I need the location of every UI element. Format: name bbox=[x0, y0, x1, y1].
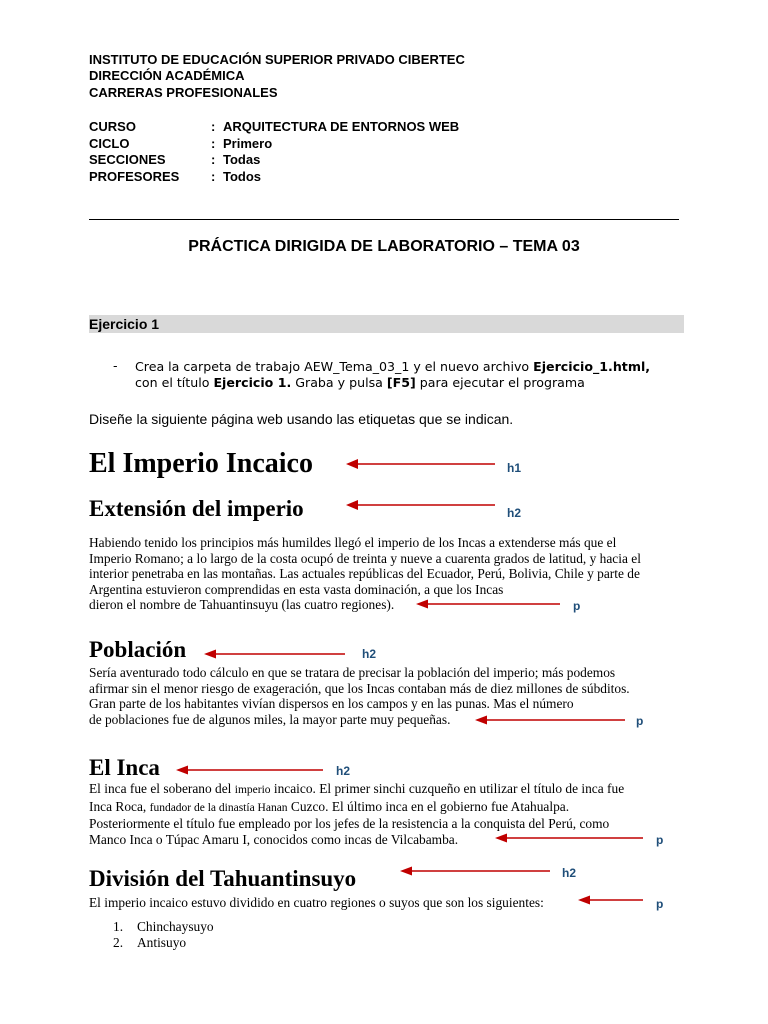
meta-value: ARQUITECTURA DE ENTORNOS WEB bbox=[223, 119, 460, 134]
instruction-text: Graba y pulsa bbox=[291, 375, 387, 390]
key-f5: [F5] bbox=[386, 375, 416, 390]
instruction-bullet: - bbox=[113, 358, 118, 373]
paragraph-line: dieron el nombre de Tahuantinsuyu (las cuatro regiones). bbox=[89, 597, 395, 613]
meta-colon: : bbox=[211, 135, 216, 151]
filename: Ejercicio_1.html, bbox=[533, 359, 651, 374]
list-text: Antisuyo bbox=[137, 934, 187, 950]
instruction-text: con el título bbox=[135, 375, 214, 390]
text: Inca Roca, bbox=[89, 798, 150, 814]
h2-tag: h2 bbox=[362, 647, 377, 661]
page-title-value: Ejercicio 1. bbox=[213, 375, 292, 390]
academic-direction: DIRECCIÓN ACADÉMICA bbox=[89, 68, 245, 83]
meta-colon: : bbox=[211, 152, 216, 167]
sample-h2-poblacion: Población bbox=[89, 637, 187, 662]
paragraph-line: Manco Inca o Túpac Amaru I, conocidos como incas de Vilcabamba. bbox=[89, 831, 459, 847]
institute-name: INSTITUTO DE EDUCACIÓN SUPERIOR PRIVADO CIBERTEC bbox=[89, 52, 465, 67]
sample-h2-inca: El Inca bbox=[89, 755, 160, 780]
practice-title: PRÁCTICA DIRIGIDA DE LABORATORIO – TEMA 03 bbox=[188, 238, 580, 255]
sample-h1: El Imperio Incaico bbox=[89, 448, 313, 479]
p-tag: p bbox=[656, 833, 664, 847]
list-item bbox=[113, 919, 214, 935]
meta-value: Todas bbox=[223, 152, 261, 167]
h2-tag: h2 bbox=[562, 866, 577, 880]
paragraph-line: Argentina estuvieron comprendidas en esta vasta dominación, a que los Incas bbox=[89, 581, 504, 597]
instruction-text: para ejecutar el programa bbox=[415, 375, 585, 390]
list-item bbox=[113, 935, 214, 951]
p-tag: p bbox=[656, 897, 664, 911]
sample-p-division: El imperio incaico estuvo dividido en cuatro regiones o suyos que son los siguientes: bbox=[89, 895, 544, 910]
list-text: Chinchaysuyo bbox=[137, 919, 214, 934]
meta-label: CICLO bbox=[89, 135, 130, 151]
paragraph-line: de poblaciones fue de algunos miles, la mayor parte muy pequeñas. bbox=[89, 711, 451, 727]
paragraph-line: Sería aventurado todo cálculo en que se tratara de precisar la población del imperio; más podemos bbox=[89, 665, 616, 680]
sample-ordered-list bbox=[113, 919, 214, 950]
h1-tag: h1 bbox=[507, 461, 522, 475]
text: El inca fue el soberano del bbox=[89, 781, 235, 796]
instruction-text: Crea la carpeta de trabajo AEW_Tema_03_1 y el nuevo archivo bbox=[135, 359, 534, 374]
sample-h2-division: División del Tahuantinsuyo bbox=[89, 866, 357, 891]
h2-tag: h2 bbox=[507, 506, 522, 520]
meta-value: Todos bbox=[223, 168, 262, 184]
list-number: 2. bbox=[113, 934, 124, 950]
exercise-label: Ejercicio 1 bbox=[89, 316, 160, 332]
text-small: imperio bbox=[234, 784, 271, 796]
meta-label: SECCIONES bbox=[89, 152, 166, 167]
paragraph-line: interior penetraba en las montañas. Las actuales repúblicas del Ecuador, Perú, Bolivia, Chile y parte de bbox=[89, 566, 640, 582]
sample-h2-extension: Extensión del imperio bbox=[89, 496, 304, 521]
text: Cuzco. El último inca en el gobierno fue Atahualpa. bbox=[287, 798, 570, 814]
meta-colon: : bbox=[211, 119, 216, 134]
list-number: 1. bbox=[113, 919, 124, 934]
meta-label: PROFESORES bbox=[89, 168, 180, 184]
paragraph-line: Posteriormente el título fue empleado por los jefes de la resistencia a la conquista del Perú, como bbox=[89, 816, 610, 832]
h2-tag: h2 bbox=[336, 764, 351, 778]
text: incaico. El primer sinchi cuzqueño en utilizar el título de inca fue bbox=[270, 781, 625, 796]
paragraph-line: Habiendo tenido los principios más humildes llegó el imperio de los Incas a extenderse más que el bbox=[89, 535, 617, 550]
paragraph-line: afirmar sin el menor riesgo de exageración, que los Incas contaban más de diez millones de súbditos. bbox=[89, 680, 630, 696]
paragraph-line: Gran parte de los habitantes vivían dispersos en los campos y en las punas. Mas el número bbox=[89, 696, 574, 712]
text-small: fundador de la dinastía Hanan bbox=[149, 801, 288, 814]
p-tag: p bbox=[636, 714, 644, 728]
meta-colon: : bbox=[211, 168, 216, 184]
careers-label: CARRERAS PROFESIONALES bbox=[89, 85, 278, 100]
p-tag: p bbox=[573, 599, 581, 613]
meta-label: CURSO bbox=[89, 119, 136, 134]
meta-value: Primero bbox=[223, 135, 273, 151]
paragraph-line: Imperio Romano; a lo largo de la costa ocupó de treinta y nueve a cuarenta grados de latitud, y hacia el bbox=[89, 550, 641, 566]
design-instruction: Diseñe la siguiente página web usando las etiquetas que se indican. bbox=[89, 411, 514, 427]
